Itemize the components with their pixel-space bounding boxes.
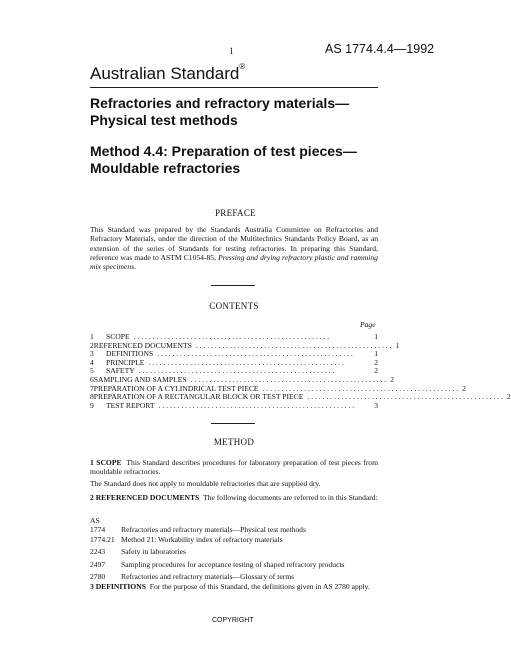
preface-heading: PREFACE (215, 208, 256, 218)
toc-number: 8 (90, 392, 94, 402)
standard-code: AS 1774.4.4—1992 (325, 42, 435, 56)
reference-item (90, 560, 378, 569)
scope-paragraph (90, 458, 378, 477)
publisher-name-text: Australian Standard (90, 64, 240, 83)
definitions-clause-heading: 3 DEFINITIONS (90, 582, 146, 591)
toc-title: SAMPLING AND SAMPLES (93, 374, 187, 384)
contents-heading: CONTENTS (209, 301, 259, 311)
toc-number: 6 (90, 374, 94, 384)
definitions-paragraph (90, 582, 378, 591)
method-heading: METHOD (213, 437, 255, 447)
method-title-line-2: Mouldable refractories (90, 160, 241, 176)
toc-title: REFERENCED DOCUMENTS (93, 340, 192, 350)
reference-code: 2243 (90, 547, 106, 557)
toc-page: 2 (374, 357, 378, 367)
referenced-documents-paragraph (90, 493, 378, 502)
method-title (90, 143, 390, 177)
reference-code: 2780 (90, 572, 106, 582)
toc-title: SAFETY (106, 366, 135, 376)
toc-number: 4 (90, 357, 94, 367)
toc-page: 3 (374, 400, 378, 410)
table-of-contents (90, 332, 511, 410)
preface-text: This Standard was prepared by the Standards Australia Committee on Refractories and Refractory Materials, under the direction of the Multitechnics Standards Policy Board, as an extension of the series of Standards for testing refractories. In preparing this Standard, reference was made to ASTM C1054-85, (90, 225, 378, 262)
toc-number: 5 (90, 366, 94, 376)
reference-code: 1774.21 (90, 534, 115, 544)
scope-text: This Standard describes procedures for laboratory preparation of test pieces from mouldable refractories. (90, 458, 378, 477)
section-divider (211, 423, 255, 424)
reference-title: Sampling procedures for acceptance testing of shaped refractory products (121, 559, 345, 569)
toc-title: TEST REPORT (106, 400, 155, 410)
toc-page: 2 (374, 366, 378, 376)
preface-italic-title: Pressing and drying refractory plastic and ramming mix specimens (90, 252, 378, 272)
toc-leader: . . . . . . . . . . . . . . . . . . . . . . . . . . . . . . . . . . . . . . . . . . . . . . . . . . . . (158, 400, 355, 410)
toc-title: SCOPE (106, 332, 130, 341)
document-title (90, 95, 390, 129)
toc-leader: . . . . . . . . . . . . . . . . . . . . . . . . . . . . . . . . . . . . . . . . . . . . . . . . . . . . (138, 366, 335, 376)
reference-item (90, 547, 378, 556)
refdocs-text: The following documents are referred to in this Standard: (203, 493, 378, 502)
toc-number: 3 (90, 349, 94, 359)
referenced-documents-list (90, 516, 378, 581)
toc-number: 2 (90, 340, 94, 350)
reference-item (90, 525, 378, 534)
toc-page: 2 (390, 374, 394, 384)
scope-note: The Standard does not apply to mouldable refractories that are supplied dry. (90, 479, 321, 488)
definitions-text: For the purpose of this Standard, the definitions given in AS 2780 apply. (149, 582, 370, 591)
toc-number: 7 (90, 383, 94, 393)
toc-title: PREPARATION OF A CYLINDRICAL TEST PIECE (93, 383, 259, 393)
section-divider (211, 285, 255, 286)
toc-page: 2 (506, 392, 511, 402)
toc-page: 1 (374, 349, 378, 359)
toc-title: PREPARATION OF A RECTANGULAR BLOCK OR TEST PIECE (93, 392, 304, 402)
toc-entry[interactable] (90, 402, 378, 411)
publisher-name (90, 64, 245, 84)
scope-clause-heading: 1 SCOPE (90, 458, 122, 467)
title-line-1: Refractories and refractory materials— (90, 95, 350, 111)
toc-number: 9 (90, 400, 94, 410)
toc-page: 1 (374, 332, 378, 341)
reference-title: Refractories and refractory materials—Physical test methods (121, 525, 306, 535)
reference-title: Safety in laboratories (121, 547, 186, 557)
reference-code: AS (90, 516, 100, 525)
header-rule (90, 87, 378, 88)
reference-title: Refractories and refractory materials—Glossary of terms (121, 572, 295, 582)
reference-item (90, 535, 378, 544)
toc-leader: . . . . . . . . . . . . . . . . . . . . . . . . . . . . . . . . . . . . . . . . . . . . . . . . . . . . (195, 340, 392, 350)
preface-paragraph (90, 225, 378, 271)
toc-title: PRINCIPLE (106, 357, 145, 367)
preface-period: . (134, 262, 136, 272)
toc-title: DEFINITIONS (106, 349, 154, 359)
toc-page: 1 (395, 340, 400, 350)
toc-leader: . . . . . . . . . . . . . . . . . . . . . . . . . . . . . . . . . . . . . . . . . . . . . . . . . . . . (157, 349, 353, 359)
reference-code: 2497 (90, 559, 106, 569)
reference-item (90, 516, 378, 525)
copyright-footer: COPYRIGHT (212, 617, 254, 624)
page-number: 1 (229, 46, 234, 56)
contents-page-label: Page (360, 320, 376, 329)
toc-number: 1 (90, 332, 94, 341)
toc-leader: . . . . . . . . . . . . . . . . . . . . . . . . . . . . . . . . . . . . . . . . . . . . . . . . . . . . (262, 383, 459, 393)
reference-item (90, 572, 378, 581)
method-title-line-1: Method 4.4: Preparation of test pieces— (90, 143, 357, 159)
toc-leader: . . . . . . . . . . . . . . . . . . . . . . . . . . . . . . . . . . . . . . . . . . . . . . . . . . . . (307, 392, 503, 402)
toc-leader: . . . . . . . . . . . . . . . . . . . . . . . . . . . . . . . . . . . . . . . . . . . . . . . . . . . . (148, 357, 344, 367)
reference-code: 1774 (90, 525, 106, 535)
refdocs-clause-heading: 2 REFERENCED DOCUMENTS (90, 493, 200, 502)
toc-leader: . . . . . . . . . . . . . . . . . . . . . . . . . . . . . . . . . . . . . . . . . . . . . . . . . . . . (190, 374, 387, 384)
title-line-2: Physical test methods (90, 112, 238, 128)
toc-page: 2 (462, 383, 466, 393)
reference-title: Method 21: Workability index of refractory materials (121, 534, 283, 544)
toc-leader: . . . . . . . . . . . . . . . . . . . . . . . . . . . . . . . . . . . . . . . . . . . . . . . . . . . . (133, 332, 330, 341)
registered-mark: ® (239, 62, 246, 71)
